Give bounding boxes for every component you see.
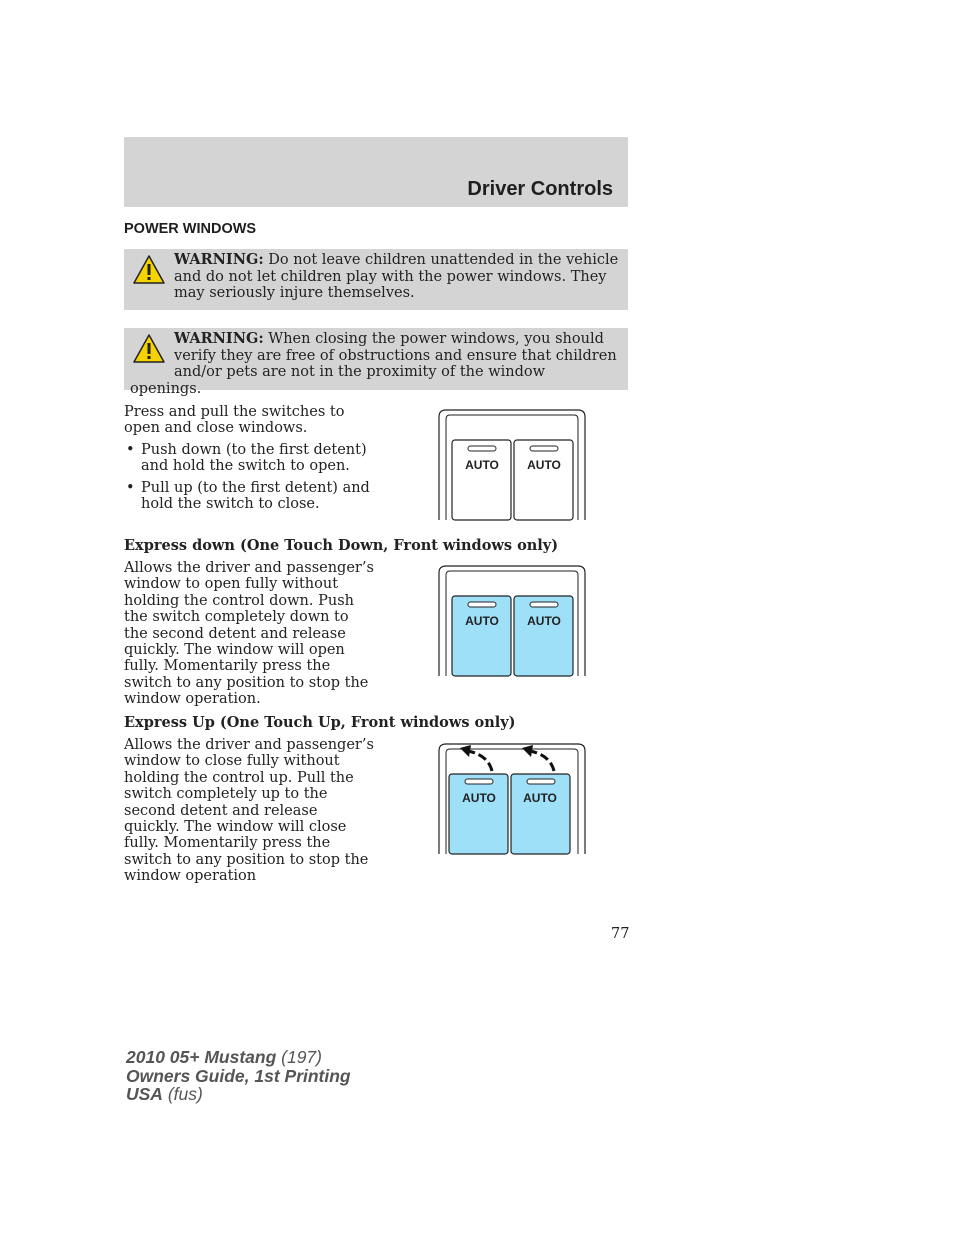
switch-indicator-icon	[527, 779, 555, 784]
switch-indicator-icon	[530, 602, 558, 607]
section-title: POWER WINDOWS	[124, 221, 257, 237]
warning-box-children	[124, 249, 628, 310]
document-footer: 2010 05+ Mustang (197) Owners Guide, 1st Printing USA (fus)	[126, 1047, 351, 1104]
warning-triangle-icon	[132, 254, 166, 286]
switch-left-highlighted	[449, 774, 508, 854]
switch-indicator-icon	[530, 446, 558, 451]
warning-text: Do not leave children unattended in the vehicle and do not let children play with the power windows. They may seriously injure themselves.	[174, 252, 619, 301]
switch-indicator-icon	[468, 446, 496, 451]
switch-indicator-icon	[468, 602, 496, 607]
intro-bullet-list	[124, 442, 374, 513]
switch-right-highlighted	[514, 596, 573, 676]
switch-right-highlighted	[511, 774, 570, 854]
window-switch-figure-express-up	[438, 743, 586, 855]
warning-label: WARNING:	[174, 251, 264, 268]
express-up-heading: Express Up (One Touch Up, Front windows only)	[124, 714, 516, 731]
header-band	[124, 137, 628, 207]
switch-label: AUTO	[462, 791, 496, 805]
warning-label: WARNING:	[174, 330, 264, 347]
switch-indicator-icon	[465, 779, 493, 784]
intro-block	[124, 404, 374, 517]
intro-paragraph: Press and pull the switches to open and close windows.	[124, 404, 345, 437]
switch-right	[514, 440, 573, 520]
list-item: • Push down (to the first detent) and hold the switch to open.	[126, 441, 367, 475]
express-down-heading: Express down (One Touch Down, Front windows only)	[124, 537, 559, 554]
switch-label: AUTO	[465, 458, 499, 472]
switch-left	[452, 440, 511, 520]
warning-box-obstructions	[124, 328, 628, 397]
switch-label: AUTO	[527, 458, 561, 472]
switch-label: AUTO	[465, 614, 499, 628]
window-switch-figure-express-down	[438, 565, 586, 677]
window-switch-figure-basic	[438, 409, 586, 521]
express-up-paragraph: Allows the driver and passenger’s window to close fully without holding the control up. Pull the switch completely up to the second detent and release quickly. The window will close fully. Momentarily press the switch to any position to stop the window operation	[124, 737, 374, 885]
page-number: 77	[611, 926, 630, 942]
list-item: • Pull up (to the first detent) and hold the switch to close.	[126, 479, 370, 513]
switch-label: AUTO	[527, 614, 561, 628]
chapter-title: Driver Controls	[467, 178, 613, 200]
express-down-paragraph: Allows the driver and passenger’s window to open fully without holding the control down. Push the switch completely down to the second detent and release quickly. The window will open fully. Momentarily press the switch to any position to stop the window operation.	[124, 560, 374, 708]
warning-text: When closing the power windows, you should verify they are free of obstructions and ensure that children and/or pets are not in the proximity of the window openings.	[130, 331, 617, 397]
switch-left-highlighted	[452, 596, 511, 676]
warning-triangle-icon	[132, 333, 166, 365]
switch-label: AUTO	[523, 791, 557, 805]
